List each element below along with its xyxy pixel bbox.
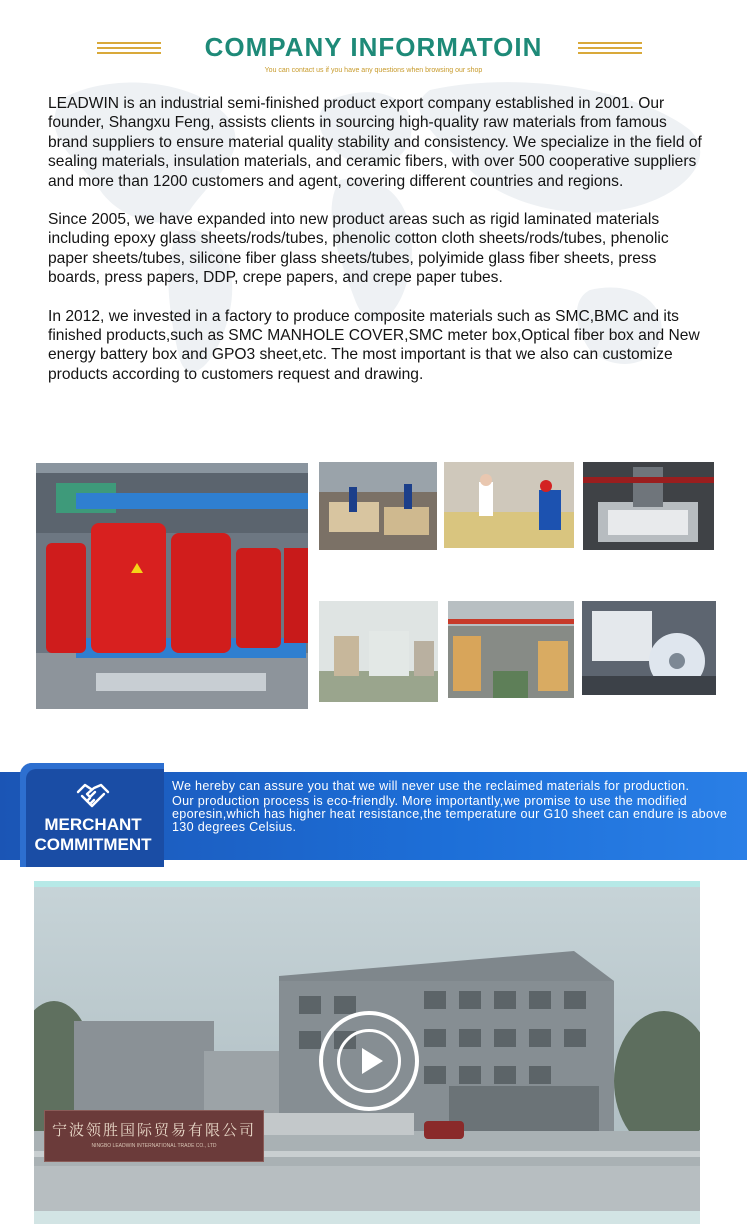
intro-paragraph: Since 2005, we have expanded into new product areas such as rigid laminated materials including epoxy glass sheets/rods/tubes, phenolic cotton cloth sheets/rods/tubes, phenolic paper sheets/tubes, silicone fiber glass sheets/tubes, polyimide glass fiber sheets, press boards, press papers, DDP, crepe papers, and crepe paper tubes. [48,211,669,287]
commitment-text [172,780,732,834]
play-icon [337,1029,401,1093]
company-sign-english: NINGBO LEADWIN INTERNATIONAL TRADE CO., LTD [91,1143,217,1149]
title-decoration-left [97,42,161,56]
handshake-icon [76,780,110,810]
commitment-line: Our production process is eco-friendly. More importantly,we promise to use the modified eporesin,which has higher heat resistance,the temperature our G10 sheet can endure is above 130 degrees Celsius. [172,794,728,834]
commitment-line: We hereby can assure you that we will never use the reclaimed materials for production. [172,779,690,793]
page-subtitle: You can contact us if you have any questions when browsing our shop [264,67,483,74]
company-sign [44,1110,264,1162]
play-button[interactable] [319,1011,419,1111]
title-decoration-right [578,42,642,56]
intro-paragraph: In 2012, we invested in a factory to produce composite materials such as SMC,BMC and its finished products,such as SMC MANHOLE COVER,SMC meter box,Optical fiber box and New energy battery box and GPO3 sheet,etc. The most important is that we also can customize products according to customers request and drawing. [48,307,700,383]
badge-line-commitment: COMMITMENT [34,835,152,854]
workers-photo [444,462,574,548]
company-description [48,94,708,403]
workshop-photo [319,462,437,550]
production-line-photo [448,601,574,698]
paper-roll-photo [582,601,716,695]
machine-photo [583,462,714,550]
section-header [0,30,747,74]
badge-line-merchant: MERCHANT [44,815,142,834]
transformer-photo [36,463,308,709]
intro-paragraph: LEADWIN is an industrial semi-finished product export company established in 2001. Our founder, Shangxu Feng, assists clients in sourcing high-quality raw materials from famous brand suppliers to ensure material quality stability and consistency. We specialize in the field of sealing materials, insulation materials, and ceramic fibers, with over 500 cooperative suppliers and more than 1200 customers and agent, covering different countries and regions. [48,95,702,190]
warehouse-photo [319,601,438,702]
commitment-badge-label [22,815,164,855]
page-title: COMPANY INFORMATOIN [204,32,543,62]
company-sign-chinese: 宁波领胜国际贸易有限公司 [51,1121,256,1139]
